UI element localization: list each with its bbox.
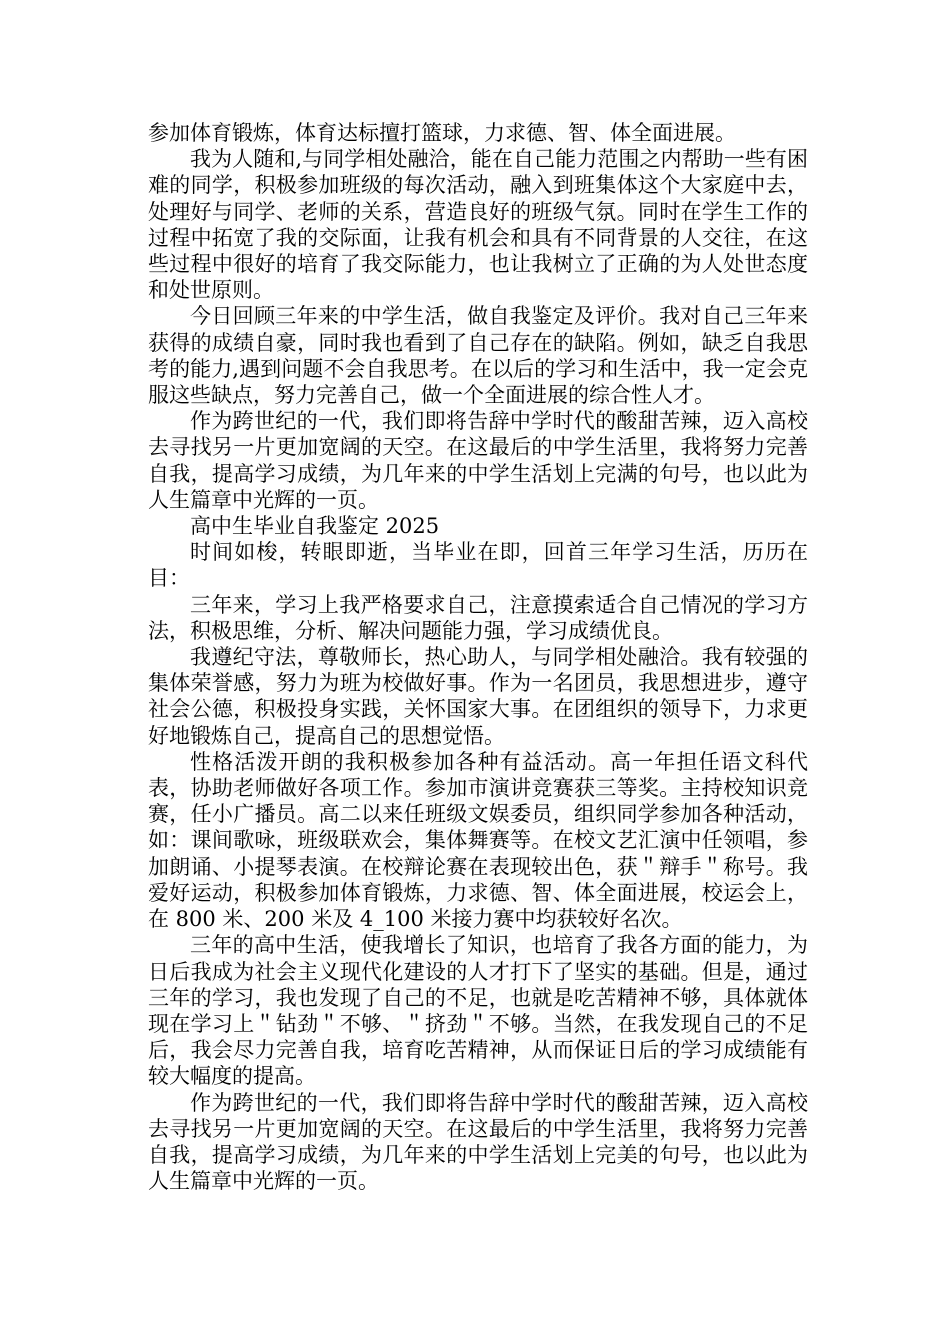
paragraph-personality: 我为人随和,与同学相处融洽，能在自己能力范围之内帮助一些有困难的同学，积极参加班级的每次活动，融入到班集体这个大家庭中去，处理好与同学、老师的关系，营造良好的班级气氛。同时在学生工作的过程中拓宽了我的交际面，让我有机会和具有不同背景的人交往，在这些过程中很好的培育了我交际能力，也让我树立了正确的为人处世态度和处世原则。 — [148, 147, 808, 303]
paragraph-continuation: 参加体育锻炼，体育达标擅打篮球，力求德、智、体全面进展。 — [148, 121, 736, 145]
paragraph-closing-2: 作为跨世纪的一代，我们即将告辞中学时代的酸甜苦辣，迈入高校去寻找另一片更加宽阔的天空。在这最后的中学生活里，我将努力完善自我，提高学习成绩，为几年来的中学生活划上完美的句号，也以此为人生篇章中光辉的一页。 — [148, 1090, 808, 1194]
paragraph-closing-1: 作为跨世纪的一代，我们即将告辞中学时代的酸甜苦辣，迈入高校去寻找另一片更加宽阔的天空。在这最后的中学生活里，我将努力完善自我，提高学习成绩，为几年来的中学生活划上完满的句号，也以此为人生篇章中光辉的一页。 — [148, 409, 808, 512]
paragraph-study: 三年来，学习上我严格要求自己，注意摸索适合自己情况的学习方法，积极思维，分析、解决问题能力强，学习成绩优良。 — [148, 592, 808, 643]
paragraph-conduct: 我遵纪守法，尊敬师长，热心助人，与同学相处融洽。我有较强的集体荣誉感，努力为班为校做好事。作为一名团员，我思想进步，遵守社会公德，积极投身实践，关怀国家大事。在团组织的领导下，力求更好地锻炼自己，提高自己的思想觉悟。 — [148, 645, 808, 748]
paragraph-self-review: 今日回顾三年来的中学生活，做自我鉴定及评价。我对自己三年来获得的成绩自豪，同时我也看到了自己存在的缺陷。例如，缺乏自我思考的能力,遇到问题不会自我思考。在以后的学习和生活中，我一定会克服这些缺点，努力完善自己，做一个全面进展的综合性人才。 — [148, 304, 808, 408]
section-title: 高中生毕业自我鉴定 2025 — [190, 514, 440, 539]
paragraph-intro: 时间如梭，转眼即逝，当毕业在即，回首三年学习生活，历历在目： — [148, 540, 808, 591]
document-body — [148, 120, 808, 1194]
paragraph-activities: 性格活泼开朗的我积极参加各种有益活动。高一年担任语文科代表，协助老师做好各项工作。参加市演讲竞赛获三等奖。主持校知识竞赛，任小广播员。高二以来任班级文娱委员，组织同学参加各种活动，如：课间歌咏，班级联欢会，集体舞赛等。在校文艺汇演中任领唱，参加朗诵、小提琴表演。在校辩论赛在表现较出色，获＂辩手＂称号。我爱好运动，积极参加体育锻炼，力求德、智、体全面进展，校运会上，在 800 米、200 米及 4_100 米接力赛中均获较好名次。 — [148, 749, 808, 932]
paragraph-shortcomings: 三年的高中生活，使我增长了知识，也培育了我各方面的能力，为日后我成为社会主义现代化建设的人才打下了坚实的基础。但是，通过三年的学习，我也发现了自己的不足，也就是吃苦精神不够，具体就体现在学习上＂钻劲＂不够、＂挤劲＂不够。当然，在我发现自己的不足后，我会尽力完善自我，培育吃苦精神，从而保证日后的学习成绩能有较大幅度的提高。 — [148, 933, 808, 1089]
